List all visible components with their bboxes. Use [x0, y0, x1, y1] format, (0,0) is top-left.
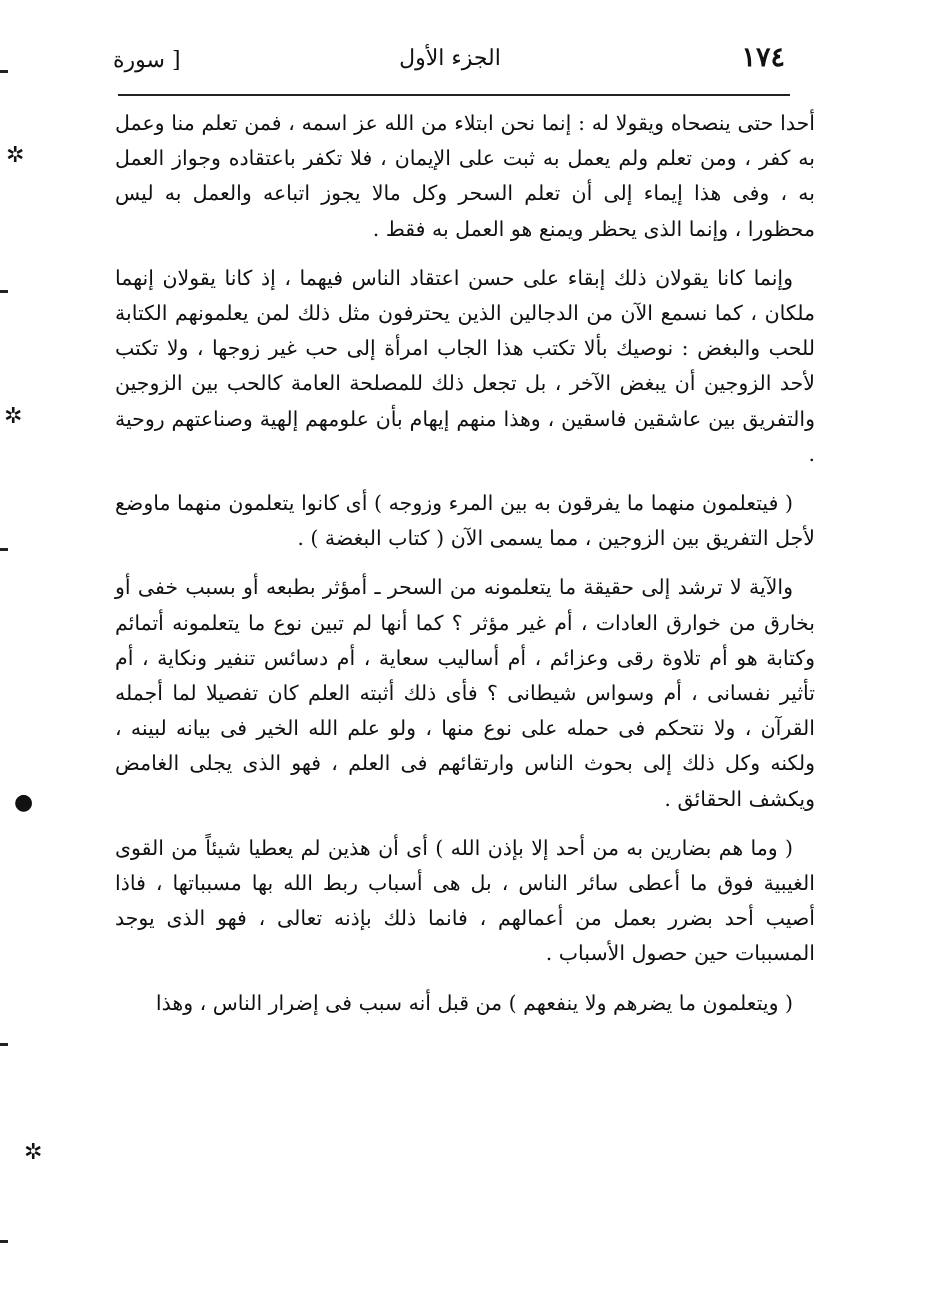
- margin-tick: [0, 548, 8, 551]
- body-text: [115, 106, 815, 1035]
- paragraph: ( وما هم بضارين به من أحد إلا بإذن الله ) أى أن هذين لم يعطيا شيئاً من القوى الغيبية فوق ما أعطى سائر الناس ، بل هى أسباب ربط الله بها مسبباتها ، فاذا أصيب أحد بضرر بعمل من أعمالهم ، فانما ذلك بإذنه تعالى ، فهو الذى يوجد المسببات حين حصول الأسباب .: [115, 835, 815, 966]
- binding-hole-mark: ✲: [6, 143, 25, 168]
- binding-hole-mark: ●: [14, 790, 34, 815]
- binding-hole-mark: ✲: [4, 404, 23, 429]
- paragraph: والآية لا ترشد إلى حقيقة ما يتعلمونه من السحر ـ أمؤثر بطبعه أو بسبب خفى أو بخارق من خوارق العادات ، أم غير مؤثر ؟ كما أنها لم تبين نوع ما يتعلمونه أتمائم وكتابة هو أم تلاوة رقى وعزائم ، أم أساليب سعاية ، أم دسائس تنفير ونكاية ، أم تأثير نفسانى ، أم وسواس شيطانى ؟ فأى ذلك أثبته العلم كان تفصيلا لما أجمله القرآن ، ولا نتحكم فى حمله على نوع منها ، ولو علم الله الخير فى بيانه لبينه ، ولكنه وكل ذلك إلى بحوث الناس وارتقائهم فى العلم ، فهو الذى يجلى الغامض ويكشف الحقائق .: [115, 575, 815, 811]
- paragraph: ( فيتعلمون منهما ما يفرقون به بين المرء وزوجه ) أى كانوا يتعلمون منهما ماوضع لأجل التفريق بين الزوجين ، مما يسمى الآن ( كتاب البغضة ) .: [115, 491, 815, 551]
- paragraph: وإنما كانا يقولان ذلك إبقاء على حسن اعتقاد الناس فيهما ، إذ كانا يقولان إنهما ملكان ، كما نسمع الآن من الدجالين الذين يحترفون مثل ذلك لمن يعلمونهم الكتابة للحب والبغض : نوصيك بألا تكتب هذا الجاب امرأة إلى حب غير زوجها ، ولا تكتب لأحد الزوجين أن يبغض الآخر ، بل تجعل ذلك للمصلحة العامة كالحب بين الزوجين والتفريق بين عاشقين فاسقين ، وهذا منهم إيهام بأن علومهم إلهية وصناعتهم روحية .: [115, 265, 815, 466]
- paragraph: أحدا حتى ينصحاه ويقولا له : إنما نحن ابتلاء من الله عز اسمه ، فمن تعلم منا وعمل به كفر ، ومن تعلم ولم يعمل به ثبت على الإيمان ، فلا تكفر باعتقاده وجواز العمل به ، وفى هذا إيماء إلى أن تعلم السحر وكل مالا يجوز اتباعه والعمل به ليس محظورا ، وإنما الذى يحظر ويمنع هو العمل به فقط .: [115, 111, 815, 241]
- margin-tick: [0, 1043, 8, 1046]
- header-divider: [118, 94, 790, 96]
- margin-tick: [0, 290, 8, 293]
- margin-tick: [0, 70, 8, 73]
- running-title: الجزء الأول: [399, 46, 501, 71]
- page-number: ١٧٤: [741, 42, 785, 73]
- binding-hole-mark: ✲: [24, 1140, 43, 1165]
- surah-label: [ سورة: [113, 48, 181, 73]
- paragraph: ( ويتعلمون ما يضرهم ولا ينفعهم ) من قبل أنه سبب فى إضرار الناس ، وهذا: [155, 990, 793, 1015]
- margin-tick: [0, 1240, 8, 1243]
- page-header: [105, 40, 795, 90]
